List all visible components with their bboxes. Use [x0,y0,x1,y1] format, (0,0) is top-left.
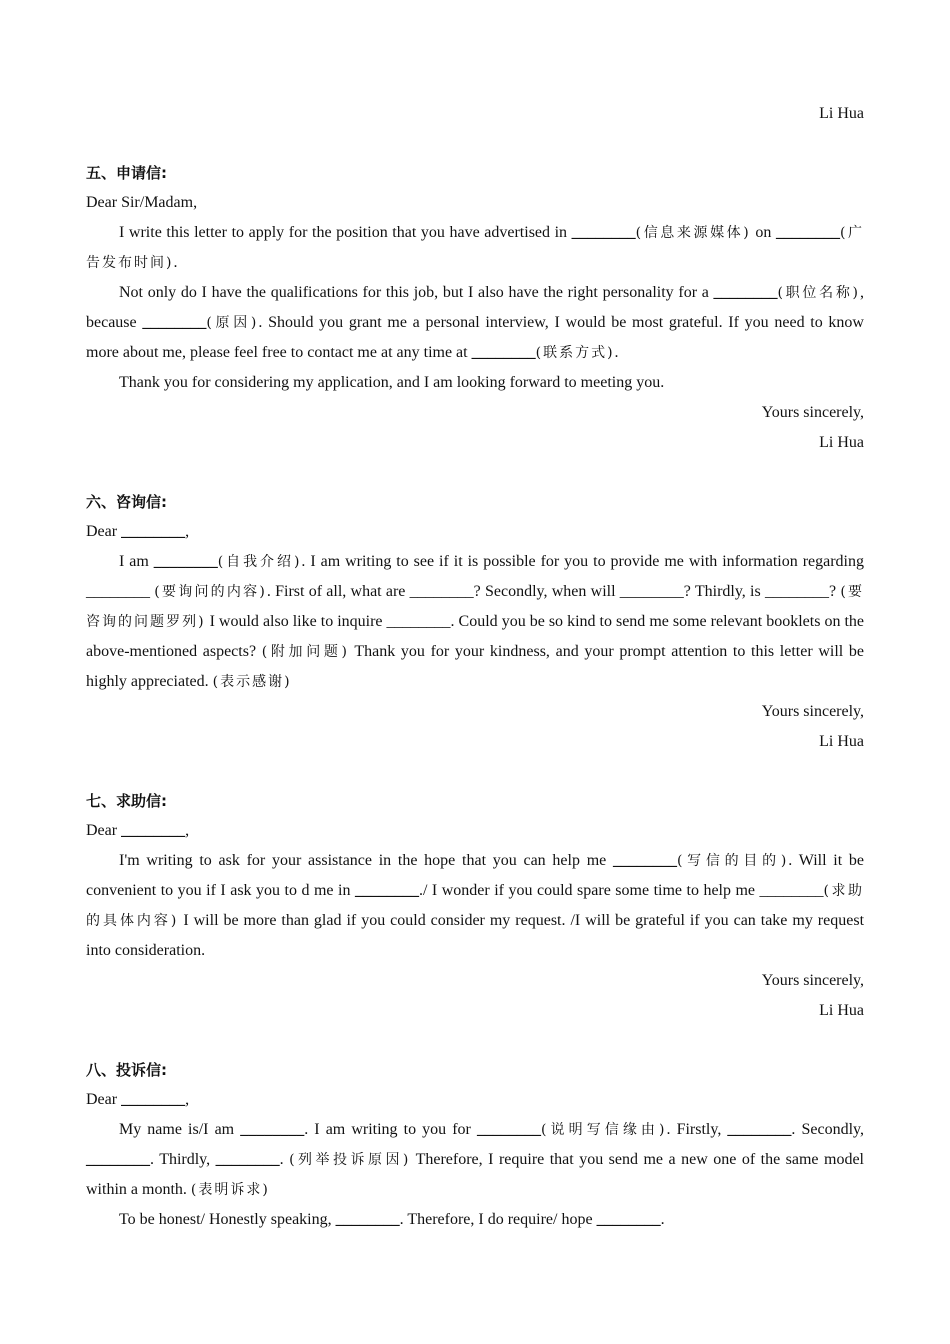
signature: Li Hua [819,434,864,451]
top-signature: Li Hua [819,105,864,122]
section-heading: 五、申请信: [86,164,167,182]
section-complaint-letter [86,1055,864,1235]
paragraph: Not only do I have the qualifications for this job, but I also have the right personality for a ________(职位名称), because ________(原因). Should you grant me a personal interview, I would be most grateful. If you need to know more about me, please feel free to contact me at any time at ________(联系方式). [86,284,864,361]
closing: Yours sincerely, [761,404,864,421]
section-inquiry-letter [86,487,864,757]
paragraph: I write this letter to apply for the position that you have advertised in ________(信息来源媒体) on ________(广告发布时间). [86,224,864,271]
blank: ________ [121,523,186,540]
blank: ________ [86,1151,150,1168]
blank: ________ [354,882,419,899]
blank: ________ [727,1121,792,1138]
blank: ________ [764,583,829,600]
paragraph: I'm writing to ask for your assistance in the hope that you can help me ________(写信的目的). Will it be convenient to you if I ask you to d me in ________./ I wonder if you could spare some time to help me ________(求助的具体内容) I will be more than glad if you could consider my request. /I will be grateful if you can take my request into consideration. [86,852,865,959]
blank: ________ [121,822,186,839]
blank: ________ [409,583,474,600]
section-heading: 七、求助信: [86,792,167,810]
blank: ________ [386,613,451,630]
section-heading: 八、投诉信: [86,1061,167,1079]
blank: ________ [215,1151,280,1168]
paragraph: To be honest/ Honestly speaking, ________. Therefore, I do require/ hope ________. [119,1211,665,1228]
blank: ________ [142,314,207,331]
closing: Yours sincerely, [761,972,864,989]
closing: Yours sincerely, [761,703,864,720]
blank: ________ [571,224,636,241]
blank: ________ [775,224,840,241]
greeting: Dear ________, [86,822,190,839]
paragraph: I am ________(自我介绍). I am writing to see if it is possible for you to provide me with information regarding ________ (要询问的内容). First of all, what are ________? Secondly, when will ________? Thirdly, is ________? (要咨询的问题罗列) I would also like to inquire ________. Could you be so kind to send me some relevant booklets on the above-mentioned aspects? (附加问题) Thank you for your kindness, and your prompt attention to this letter will be highly appreciated. (表示感谢) [86,553,865,690]
section-application-letter [86,158,864,458]
blank: ________ [619,583,684,600]
blank: ________ [121,1091,186,1108]
section-help-letter [86,786,864,1026]
blank: ________ [86,583,150,600]
greeting: Dear ________, [86,1091,190,1108]
signature: Li Hua [819,733,864,750]
greeting: Dear Sir/Madam, [86,194,198,211]
paragraph: My name is/I am ________. I am writing to you for ________(说明写信缘由). Firstly, ________. Secondly, ________. Thirdly, ________. (列举投诉原因) Therefore, I require that you send me a new one of the same model within a month. (表明诉求) [86,1121,864,1198]
blank: ________ [471,344,536,361]
greeting: Dear ________, [86,523,190,540]
signature: Li Hua [819,1002,864,1019]
blank: ________ [713,284,778,301]
blank: ________ [335,1211,400,1228]
section-heading: 六、咨询信: [86,493,167,511]
blank: ________ [153,553,218,570]
blank: ________ [476,1121,541,1138]
blank: ________ [240,1121,305,1138]
blank: ________ [612,852,677,869]
blank: ________ [596,1211,661,1228]
blank: ________ [759,882,824,899]
document-page [86,0,864,1235]
paragraph: Thank you for considering my application, and I am looking forward to meeting you. [119,374,665,391]
